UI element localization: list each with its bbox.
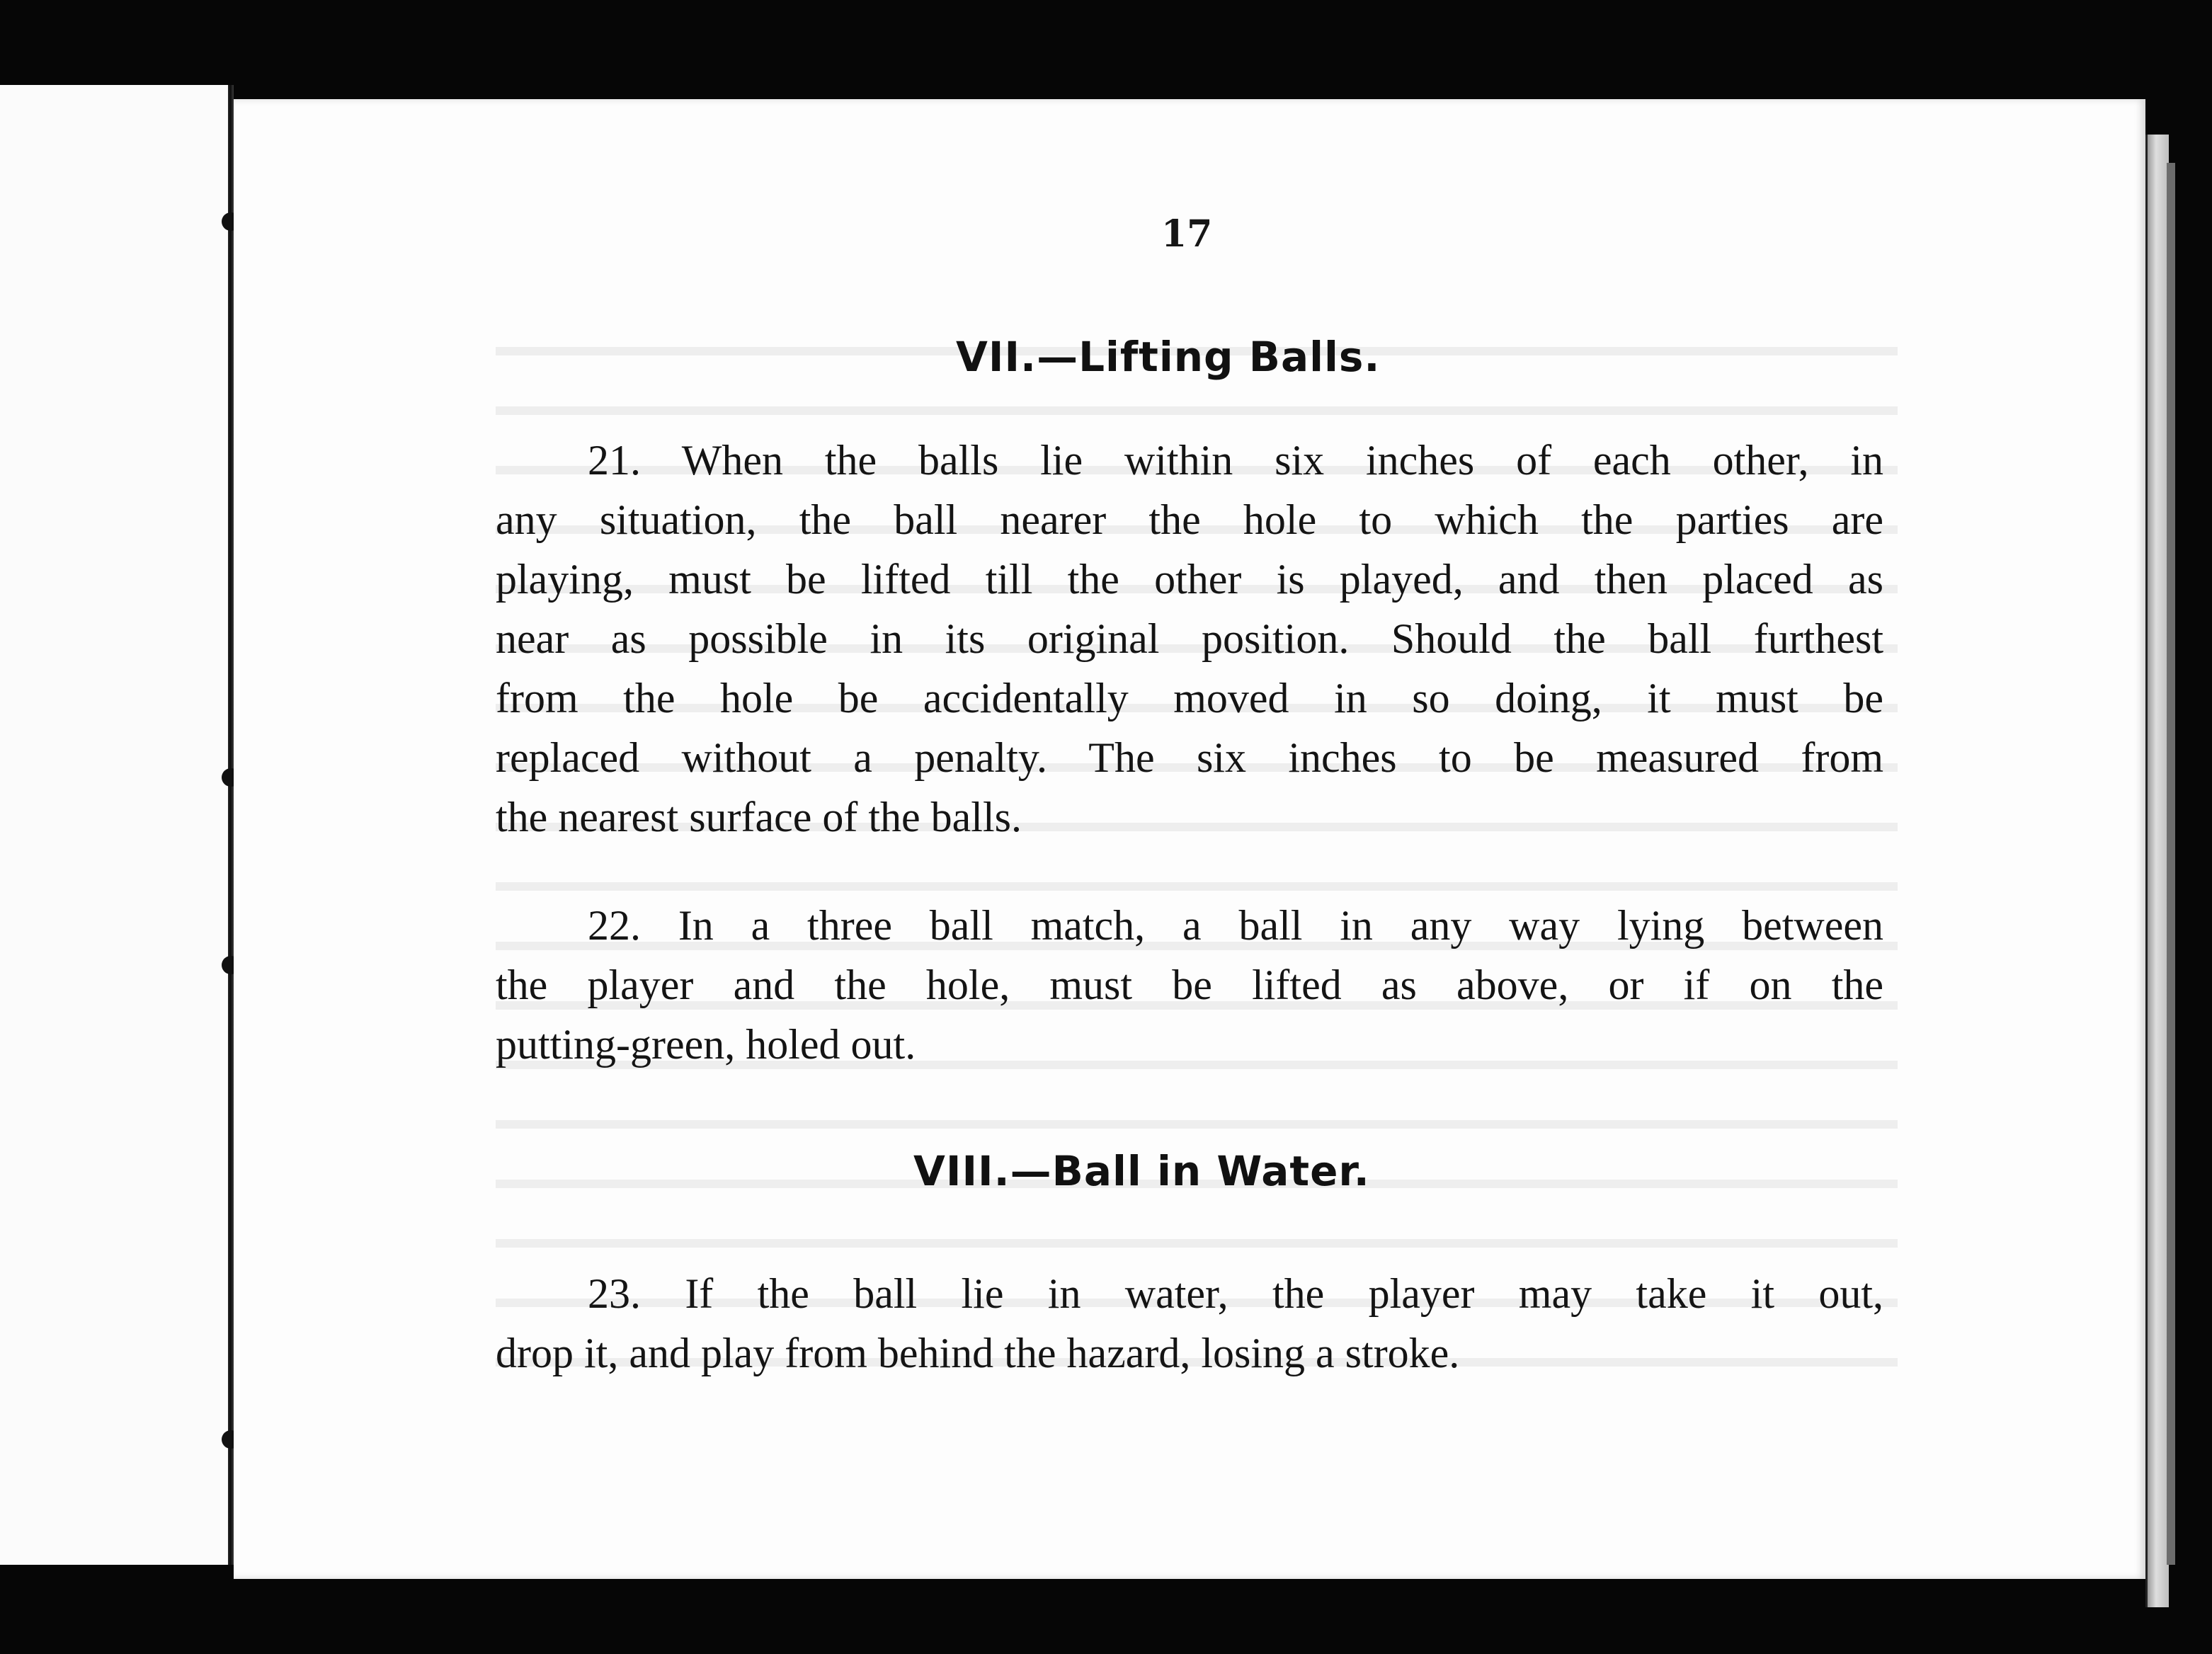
paragraph-line: any situation, the ball nearer the hole to which the parties are <box>496 496 1883 543</box>
rule-22-paragraph <box>496 896 1883 1074</box>
rule-23-paragraph <box>496 1264 1883 1383</box>
paragraph-line: replaced without a penalty. The six inches to be measured from <box>496 734 1883 781</box>
paragraph-line: 21. When the balls lie within six inches of each other, in <box>588 437 1883 484</box>
section-heading-lifting-balls: VII.—Lifting Balls. <box>956 333 1381 381</box>
book-gutter <box>228 85 234 1565</box>
left-page <box>0 85 234 1565</box>
paragraph-line: near as possible in its original position. Should the ball furthest <box>496 615 1883 662</box>
paragraph-line: 23. If the ball lie in water, the player may take it out, <box>588 1270 1883 1317</box>
rule-21-paragraph <box>496 430 1883 847</box>
page-number: 17 <box>1161 212 1213 256</box>
paragraph-line: playing, must be lifted till the other is played, and then placed as <box>496 556 1883 603</box>
paragraph-line: putting-green, holed out. <box>496 1021 916 1068</box>
paragraph-line: 22. In a three ball match, a ball in any way lying between <box>588 902 1883 949</box>
section-heading-ball-in-water: VIII.—Ball in Water. <box>913 1147 1370 1195</box>
page-edges <box>2145 135 2169 1607</box>
paragraph-line: from the hole be accidentally moved in so doing, it must be <box>496 675 1883 722</box>
paragraph-line: the nearest surface of the balls. <box>496 794 1022 840</box>
paragraph-line: drop it, and play from behind the hazard, losing a stroke. <box>496 1330 1460 1376</box>
page-edges-shadow <box>2167 163 2175 1565</box>
paragraph-line: the player and the hole, must be lifted as above, or if on the <box>496 962 1883 1008</box>
